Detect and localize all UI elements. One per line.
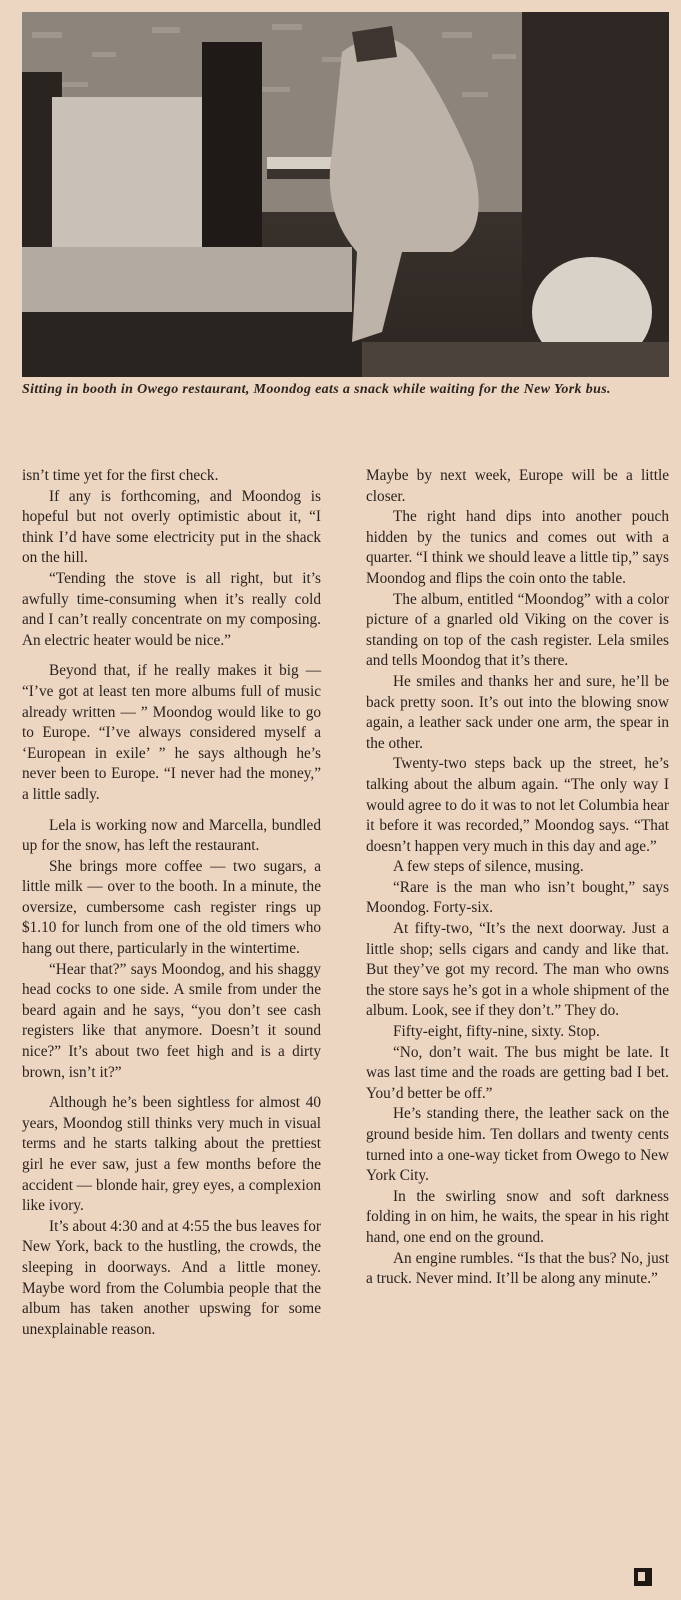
paragraph: Although he’s been sightless for almost 40 years, Moondog still thinks very much in visual terms and he starts talking about the prettiest girl he ever saw, just a few months before the accident — blonde hair, grey eyes, a complexion like ivory.: [22, 1094, 321, 1215]
paragraph: “Hear that?” says Moondog, and his shaggy head cocks to one side. A smile from under the beard again and he says, “you don’t see cash registers like that anymore. Doesn’t it sound nice?” It’s about two feet high and is a dirty brown, isn’t it?”: [22, 960, 321, 1081]
photo-caption: Sitting in booth in Owego restaurant, Moondog eats a snack while waiting for the New York bus.: [22, 382, 611, 397]
paragraph: “Tending the stove is all right, but it’s awfully time-consuming when it’s really cold and I can’t really concentrate on my composing. An electric heater would be nice.”: [22, 569, 321, 649]
paragraph: A few steps of silence, musing.: [393, 858, 584, 876]
right-column: [366, 466, 669, 1290]
paragraph: He smiles and thanks her and sure, he’ll be back pretty soon. It’s out into the blowing snow again, a leather sack under one arm, the spear in the other.: [366, 672, 669, 752]
paragraph: isn’t time yet for the first check.: [22, 467, 219, 484]
paragraph: She brings more coffee — two sugars, a little milk — over to the booth. In a minute, the oversize, cumbersome cash register rings up $1.10 for lunch from one of the old timers who hang out there, particularly in the wintertime.: [22, 857, 321, 958]
paragraph: The album, entitled “Moondog” with a color picture of a gnarled old Viking on the cover is standing on top of the cash register. Lela smiles and tells Moondog that it’s there.: [366, 590, 669, 670]
left-column: [22, 466, 321, 1340]
paragraph: Lela is working now and Marcella, bundled up for the snow, has left the restaurant.: [22, 816, 321, 855]
paragraph: “Rare is the man who isn’t bought,” says Moondog. Forty-six.: [366, 878, 669, 917]
paragraph: Twenty-two steps back up the street, he’s talking about the album again. “The only way I would agree to do it was to not let Columbia hear it before it was recorded,” Moondog says. “That doesn’t happen very much in this day and age.”: [366, 755, 669, 855]
paragraph: The right hand dips into another pouch hidden by the tunics and comes out with a quarter. “I think we should leave a little tip,” says Moondog and flips the coin onto the table.: [366, 508, 669, 587]
paragraph: If any is forthcoming, and Moondog is hopeful but not overly optimistic about it, “I think I’d have some electricity put in the shack on the hill.: [22, 487, 321, 567]
restaurant-photo: [22, 12, 669, 377]
paragraph: Fifty-eight, fifty-nine, sixty. Stop.: [393, 1023, 600, 1041]
paragraph: An engine rumbles. “Is that the bus? No, just a truck. Never mind. It’ll be along any minute.”: [366, 1249, 669, 1288]
paragraph: “No, don’t wait. The bus might be late. It was last time and the roads are getting bad I bet. You’d better be off.”: [366, 1043, 669, 1102]
paragraph: Beyond that, if he really makes it big — “I’ve got at least ten more albums full of music already written — ” Moondog would like to go to Europe. “I’ve always considered myself a ‘European in exile’ ” he says although he’s never been to Europe. “I never had the money,” a little sadly.: [22, 662, 321, 803]
paragraph: At fifty-two, “It’s the next doorway. Just a little shop; sells cigars and candy and like that. But they’ve got my record. The man who owns the store says he’s got in a whole shipment of the album. Look, see if they don’t.” They do.: [366, 920, 669, 1020]
paragraph: It’s about 4:30 and at 4:55 the bus leaves for New York, back to the hustling, the crowds, the sleeping in doorways. And a little money. Maybe word from the Columbia people that the album has taken another upswing for some unexplainable reason.: [22, 1217, 321, 1338]
paragraph: He’s standing there, the leather sack on the ground beside him. Ten dollars and twenty cents turned into a one-way ticket from Owego to New York City.: [366, 1105, 669, 1185]
paragraph: In the swirling snow and soft darkness folding in on him, he waits, the spear in his right hand, one end on the ground.: [366, 1187, 669, 1246]
end-mark-icon: [634, 1568, 652, 1586]
paragraph: Maybe by next week, Europe will be a little closer.: [366, 467, 669, 505]
